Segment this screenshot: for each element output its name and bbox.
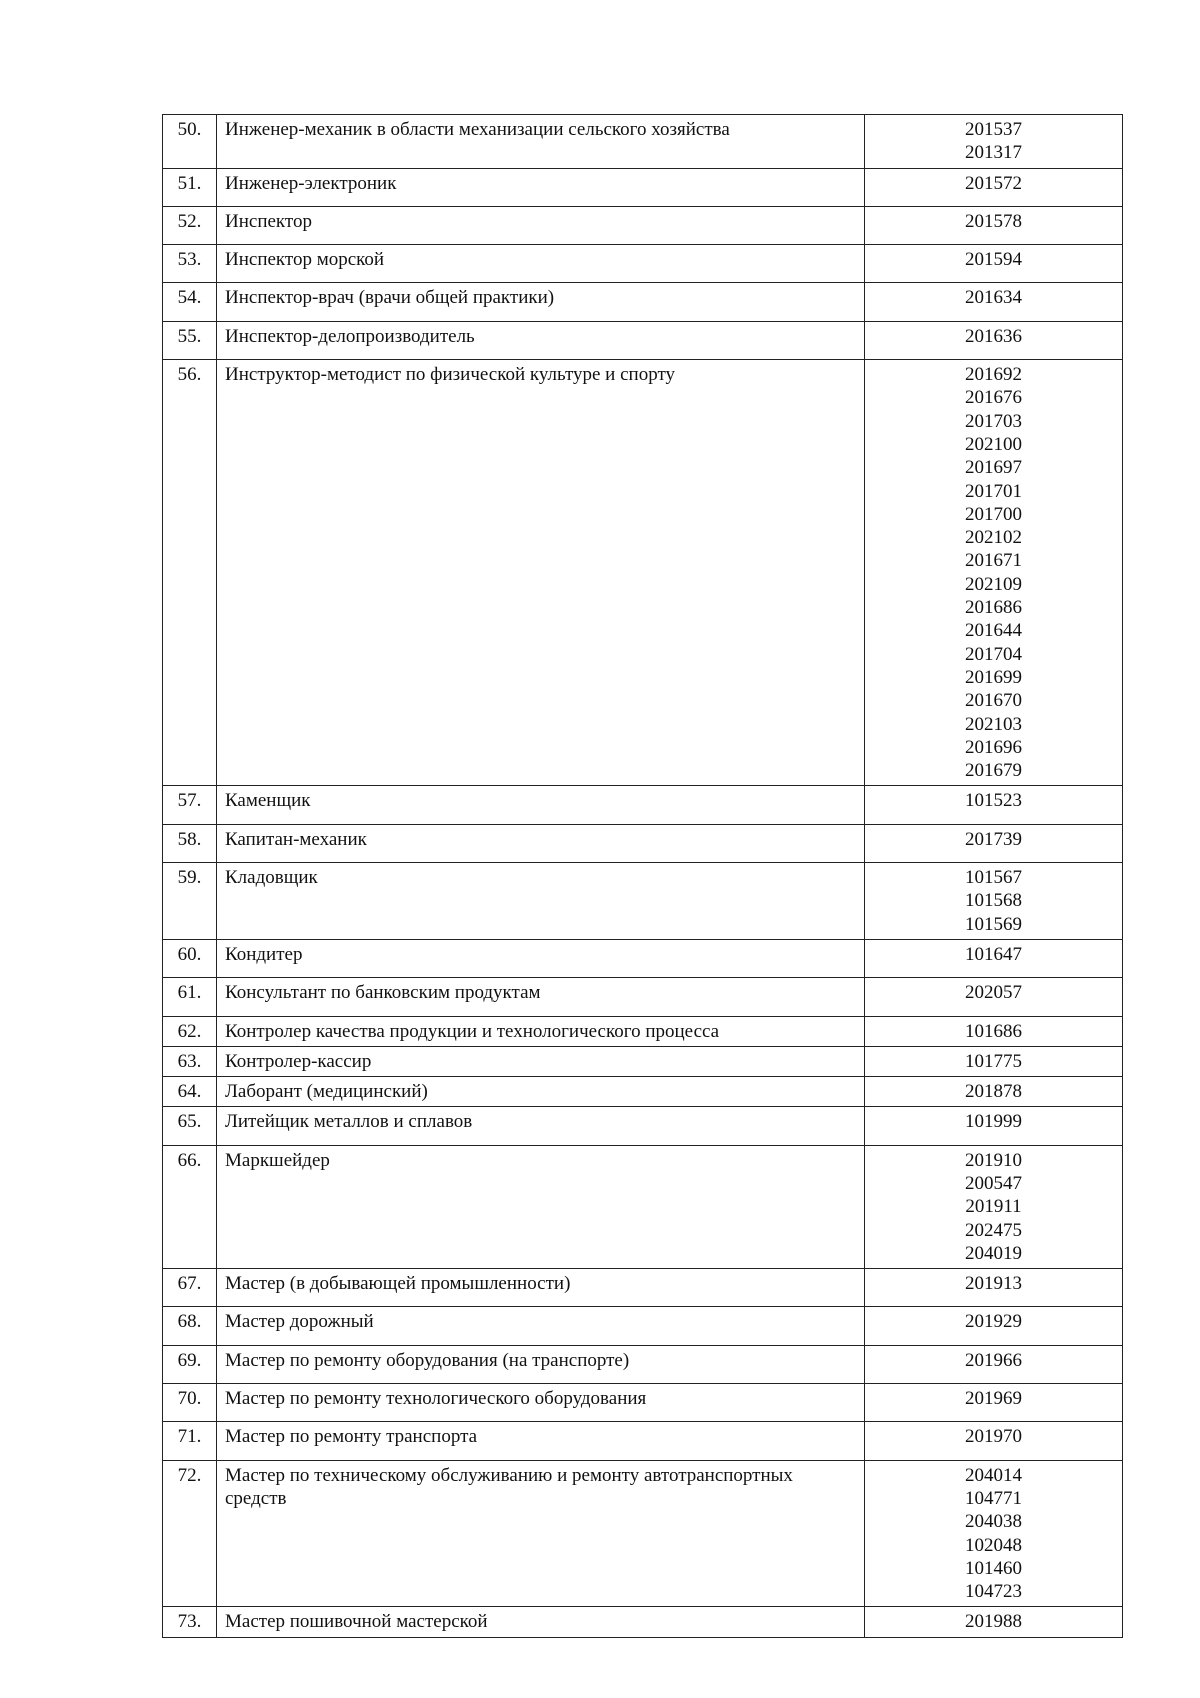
profession-code: 201699 [965,666,1022,688]
profession-code: 202102 [965,527,1022,549]
profession-codes [865,863,1123,940]
profession-code: 200547 [965,1172,1022,1194]
table-row [163,1145,1123,1268]
table-row [163,978,1123,1016]
row-number: 51. [163,168,217,206]
table-row [163,1607,1123,1637]
profession-code: 201910 [965,1149,1022,1171]
profession-code: 201970 [965,1426,1022,1448]
profession-code: 101569 [965,913,1022,935]
profession-code: 201697 [965,457,1022,479]
profession-codes [865,1046,1123,1076]
profession-code: 201878 [965,1081,1022,1103]
profession-code: 201696 [965,736,1022,758]
table-row [163,1077,1123,1107]
professions-table [162,114,1123,1638]
row-number: 67. [163,1269,217,1307]
profession-code: 104771 [965,1487,1022,1509]
profession-code: 201644 [965,620,1022,642]
profession-name: Инспектор [217,206,865,244]
profession-code: 101775 [965,1050,1022,1072]
row-number: 55. [163,321,217,359]
table-row [163,824,1123,862]
profession-codes [865,1422,1123,1460]
table-row [163,1016,1123,1046]
row-number: 53. [163,245,217,283]
row-number: 70. [163,1384,217,1422]
profession-code: 202057 [965,982,1022,1004]
profession-code: 101460 [965,1557,1022,1579]
table-row [163,863,1123,940]
table-row [163,1422,1123,1460]
profession-name: Мастер пошивочной мастерской [217,1607,865,1637]
row-number: 69. [163,1345,217,1383]
row-number: 56. [163,360,217,786]
profession-codes [865,168,1123,206]
table-row [163,321,1123,359]
profession-code: 201913 [965,1273,1022,1295]
profession-code: 202109 [965,573,1022,595]
profession-name: Мастер по ремонту транспорта [217,1422,865,1460]
profession-code: 201929 [965,1311,1022,1333]
profession-codes [865,1607,1123,1637]
row-number: 58. [163,824,217,862]
profession-code: 204014 [965,1464,1022,1486]
row-number: 68. [163,1307,217,1345]
profession-code: 201537 [965,119,1022,140]
profession-codes [865,939,1123,977]
profession-name: Маркшейдер [217,1145,865,1268]
profession-code: 201594 [965,249,1022,271]
profession-codes [865,283,1123,321]
row-number: 66. [163,1145,217,1268]
profession-code: 101523 [965,790,1022,812]
row-number: 62. [163,1016,217,1046]
profession-name: Кладовщик [217,863,865,940]
profession-name: Контролер-кассир [217,1046,865,1076]
row-number: 71. [163,1422,217,1460]
profession-name: Каменщик [217,786,865,824]
profession-codes [865,245,1123,283]
table-row [163,1269,1123,1307]
profession-code: 101567 [965,867,1022,889]
row-number: 57. [163,786,217,824]
profession-code: 201739 [965,828,1022,850]
profession-name: Инженер-механик в области механизации сельского хозяйства [217,115,865,169]
row-number: 59. [163,863,217,940]
profession-name: Мастер по ремонту технологического оборудования [217,1384,865,1422]
profession-code: 202103 [965,713,1022,735]
profession-code: 201704 [965,643,1022,665]
table-row [163,1460,1123,1607]
profession-code: 201966 [965,1349,1022,1371]
row-number: 65. [163,1107,217,1145]
profession-code: 201911 [965,1196,1022,1218]
profession-code: 204038 [965,1511,1022,1533]
row-number: 61. [163,978,217,1016]
profession-code: 201676 [965,387,1022,409]
profession-code: 201692 [965,364,1022,386]
profession-code: 201572 [965,172,1022,194]
profession-name: Инспектор морской [217,245,865,283]
profession-name: Контролер качества продукции и технологического процесса [217,1016,865,1046]
profession-codes [865,1460,1123,1607]
profession-code: 101568 [965,890,1022,912]
profession-codes [865,1145,1123,1268]
profession-name: Кондитер [217,939,865,977]
table-row [163,360,1123,786]
table-row [163,283,1123,321]
profession-code: 201679 [965,760,1022,782]
table-row [163,1307,1123,1345]
profession-codes [865,1269,1123,1307]
profession-codes [865,824,1123,862]
profession-codes [865,978,1123,1016]
profession-code: 201634 [965,287,1022,309]
row-number: 73. [163,1607,217,1637]
table-body [163,115,1123,1638]
profession-code: 201988 [965,1611,1022,1633]
profession-name: Мастер по ремонту оборудования (на транспорте) [217,1345,865,1383]
profession-name: Мастер по техническому обслуживанию и ремонту автотранспортных средств [217,1460,865,1607]
profession-codes [865,1107,1123,1145]
profession-code: 201636 [965,325,1022,347]
profession-codes [865,206,1123,244]
table-row [163,206,1123,244]
profession-codes [865,1077,1123,1107]
profession-code: 101686 [965,1020,1022,1042]
table-row [163,115,1123,169]
profession-codes [865,786,1123,824]
profession-name: Инструктор-методист по физической культуре и спорту [217,360,865,786]
profession-code: 104723 [965,1581,1022,1603]
table-row [163,1345,1123,1383]
table-row [163,1384,1123,1422]
profession-code: 202475 [965,1219,1022,1241]
profession-code: 201670 [965,690,1022,712]
profession-name: Консультант по банковским продуктам [217,978,865,1016]
profession-code: 204019 [965,1242,1022,1264]
profession-name: Мастер (в добывающей промышленности) [217,1269,865,1307]
profession-name: Инженер-электроник [217,168,865,206]
profession-code: 201317 [965,142,1022,164]
profession-name: Литейщик металлов и сплавов [217,1107,865,1145]
row-number: 52. [163,206,217,244]
profession-name: Лаборант (медицинский) [217,1077,865,1107]
profession-codes [865,1016,1123,1046]
profession-code: 101999 [965,1111,1022,1133]
profession-code: 201671 [965,550,1022,572]
profession-code: 102048 [965,1534,1022,1556]
table-row [163,245,1123,283]
profession-code: 201700 [965,503,1022,525]
row-number: 60. [163,939,217,977]
profession-name: Инспектор-делопроизводитель [217,321,865,359]
profession-codes [865,1345,1123,1383]
profession-code: 201703 [965,410,1022,432]
row-number: 54. [163,283,217,321]
profession-name: Инспектор-врач (врачи общей практики) [217,283,865,321]
table-row [163,786,1123,824]
profession-code: 201686 [965,597,1022,619]
table-row [163,168,1123,206]
profession-code: 101647 [965,943,1022,965]
profession-codes [865,321,1123,359]
row-number: 50. [163,115,217,169]
profession-name: Мастер дорожный [217,1307,865,1345]
row-number: 72. [163,1460,217,1607]
profession-codes [865,1384,1123,1422]
table-row [163,1046,1123,1076]
profession-code: 201969 [965,1388,1022,1410]
profession-codes [865,1307,1123,1345]
profession-codes [865,115,1123,169]
table-row [163,1107,1123,1145]
profession-code: 201578 [965,210,1022,232]
profession-code: 201701 [965,480,1022,502]
row-number: 64. [163,1077,217,1107]
profession-code: 202100 [965,433,1022,455]
profession-codes [865,360,1123,786]
profession-name: Капитан-механик [217,824,865,862]
table-row [163,939,1123,977]
row-number: 63. [163,1046,217,1076]
